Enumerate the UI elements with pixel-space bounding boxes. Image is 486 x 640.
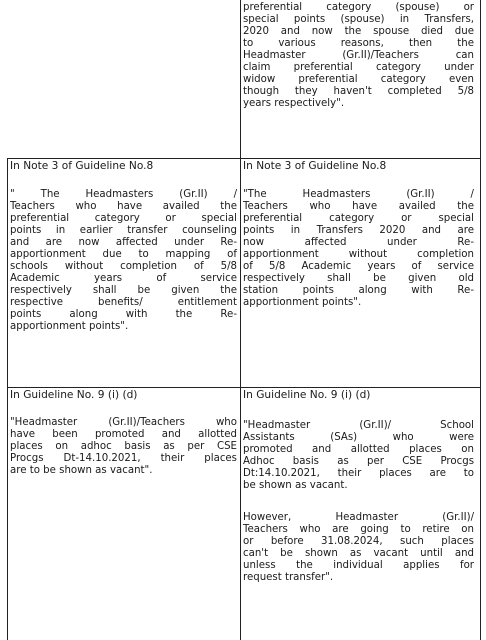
table-right-border [480,0,481,640]
text-line: or before 31.08.2024, such places [243,536,474,547]
text-line: Teachers who are going to retire on [243,524,474,535]
text-line: and are now affected under Re- [10,237,237,248]
text-line: " The Headmasters (Gr.II) / [10,189,237,200]
guideline-heading: In Guideline No. 9 (i) (d) [243,389,371,401]
text-line: respective benefits/ entitlement [10,297,237,308]
text-line: Teachers who have availed the [243,201,474,212]
text-line: request transfer". [243,572,334,583]
text-line: of 5/8 Academic years of service [243,261,474,272]
table-center-divider [240,0,241,640]
row2-left-cell [10,160,237,333]
text-line: Teachers who have availed the [10,201,237,212]
text-line: preferential category or special [243,213,474,224]
text-line: Dt:14.10.2021, their places are to [243,468,474,479]
text-line: respectively shall be given old [243,273,474,284]
text-line: preferential category (spouse) or [243,2,474,13]
guideline-heading: In Note 3 of Guideline No.8 [10,160,154,172]
text-line: points in Transfers 2020 and are [243,225,474,236]
row3-left-cell [10,389,237,477]
text-line: Headmaster (Gr.II)/Teachers can [243,50,474,61]
row3-right-cell [243,389,474,584]
row1-right-cell [243,2,474,110]
text-line: to various reasons, then the [243,38,474,49]
text-line: claim preferential category under [243,62,474,73]
text-line: points along with the Re- [10,309,237,320]
text-line: are to be shown as vacant". [10,465,153,476]
text-line: special points (spouse) in Transfers, [243,14,474,25]
row-divider-1 [7,158,481,159]
text-line: respectively shall be given the [10,285,237,296]
text-line: station points along with Re- [243,285,474,296]
text-line: can't be shown as vacant until and [243,548,474,559]
text-line: schools without completion of 5/8 [10,261,237,272]
guideline-heading: In Note 3 of Guideline No.8 [243,160,387,172]
text-line: though they haven't completed 5/8 [243,86,474,97]
text-line: preferential category or special [10,213,237,224]
text-line: Procgs Dt-14.10.2021, their places [10,453,237,464]
text-line: Assistants (SAs) who were [243,432,474,443]
text-line: places on adhoc basis as per CSE [10,441,237,452]
text-line: have been promoted and allotted [10,429,237,440]
text-line: years respectively". [243,98,345,109]
row-divider-2 [7,387,481,388]
text-line: be shown as vacant. [243,480,348,491]
text-line: "Headmaster (Gr.II)/ School [243,420,474,431]
text-line: Academic years of service [10,273,237,284]
text-line: points in earlier transfer counseling [10,225,237,236]
text-line: 2020 and now the spouse died due [243,26,474,37]
text-line: "Headmaster (Gr.II)/Teachers who [10,417,237,428]
text-line: apportionment points". [243,297,362,308]
text-line: apportionment due to mapping of [10,249,237,260]
text-line: apportionment points". [10,321,129,332]
guideline-heading: In Guideline No. 9 (i) (d) [10,389,138,401]
text-line: widow preferential category even [243,74,474,85]
text-line: now affected under Re- [243,237,474,248]
text-line: apportionment without completion [243,249,474,260]
text-line: However, Headmaster (Gr.II)/ [243,512,474,523]
text-line: promoted and allotted places on [243,444,474,455]
row2-right-cell [243,160,474,309]
text-line: Adhoc basis as per CSE Procgs [243,456,474,467]
table-left-border [7,158,8,640]
text-line: unless the individual applies for [243,560,474,571]
text-line: "The Headmasters (Gr.II) / [243,189,474,200]
